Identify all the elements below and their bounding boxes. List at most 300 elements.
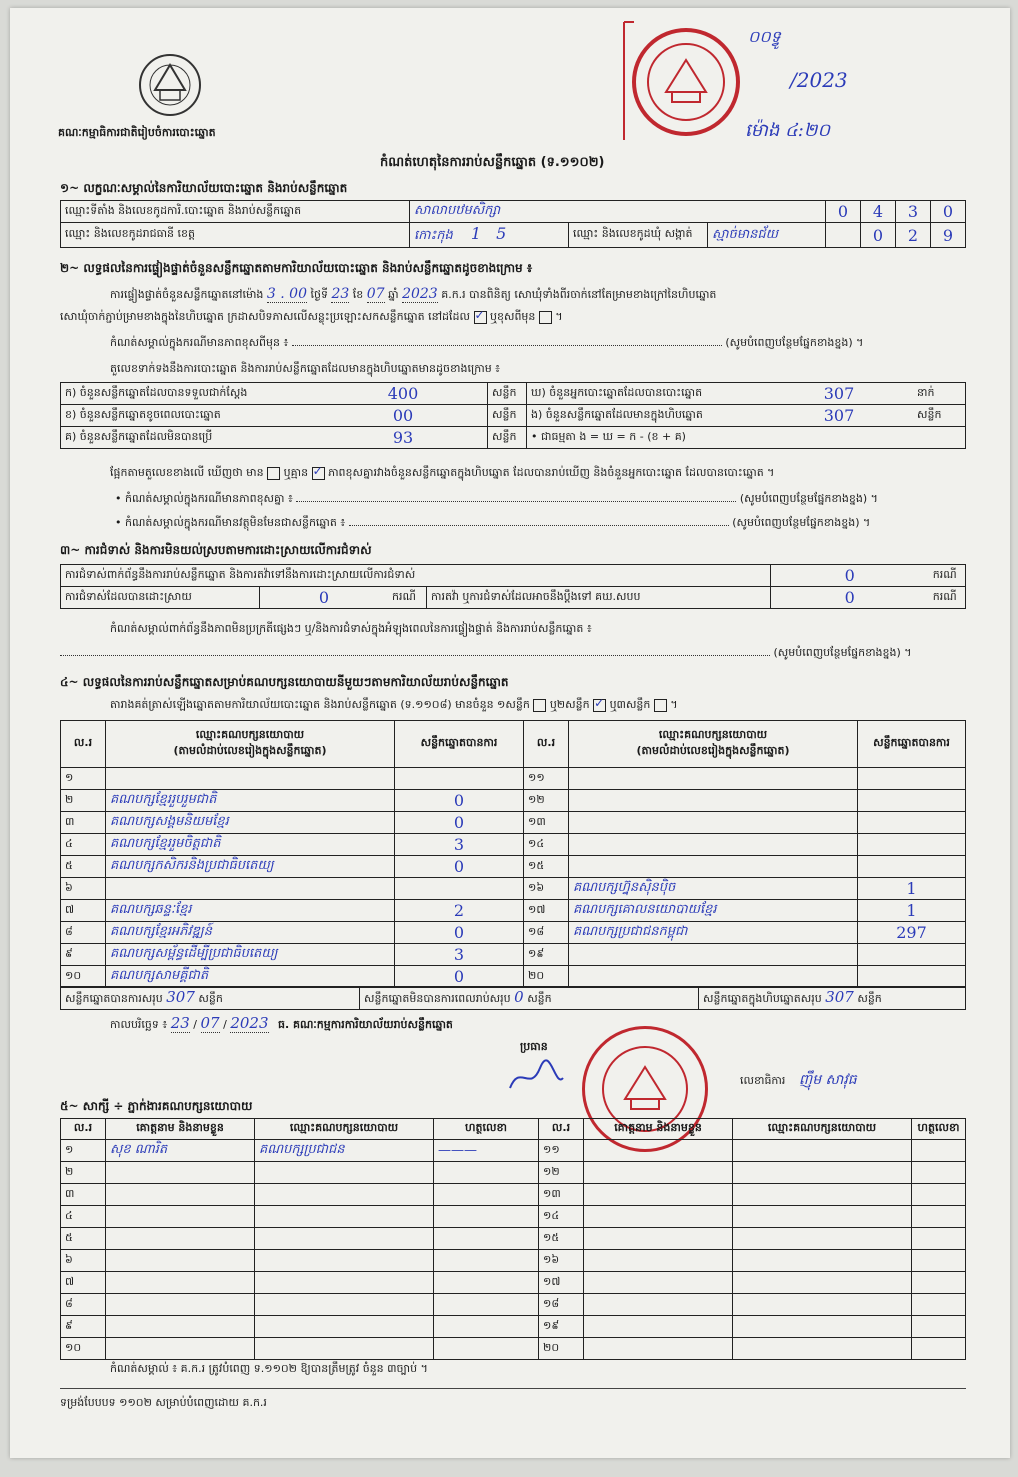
witness-col-name: គោត្តនាម និងនាមខ្លួន	[106, 1119, 255, 1140]
footer-divider	[60, 1388, 966, 1389]
appeal-unit: ករណី	[929, 587, 966, 609]
unused-unit: សន្លឹក	[488, 427, 527, 449]
form-title: កំណត់ហេតុនៃការរាប់សន្លឹកឆ្នោត (ទ.១១០២)	[380, 155, 605, 170]
results-party	[569, 944, 858, 966]
witness-name	[584, 1184, 733, 1206]
total-valid-unit: សន្លឹក	[198, 992, 223, 1005]
results-party: គណបក្សខ្មែររួមចិត្តជាតិ	[106, 834, 395, 856]
witness-no: ៦	[61, 1250, 106, 1272]
province-label-text: ឈ្មោះ និងលេខកូដរាជធានី ខេត្ត	[65, 227, 195, 240]
stamp-note-3: ម៉ោង ៤:២០	[745, 120, 831, 141]
resolved-value: 0	[260, 587, 389, 609]
witness-signature	[434, 1338, 539, 1360]
witness-row	[61, 1162, 966, 1184]
witness-no: ៩	[61, 1316, 106, 1338]
results-col-votes-2: សន្លឹកឆ្នោតបានការ	[858, 721, 966, 768]
witness-name	[584, 1140, 733, 1162]
verify-text-c: ខែ	[352, 288, 364, 301]
results-votes: 0	[395, 812, 524, 834]
figures-intro: តួលេខទាក់ទងនឹងការបោះឆ្នោត និងការរាប់សន្លឹកឆ្នោតដែលមានក្នុងហិបឆ្នោតមានដូចខាងក្រោម ៖	[110, 362, 501, 375]
witness-signature	[912, 1184, 966, 1206]
total-valid-label: សន្លឹកឆ្នោតបានការសរុប	[65, 992, 163, 1005]
results-row	[61, 922, 966, 944]
province-label	[61, 223, 410, 248]
secretary-line	[740, 1070, 857, 1091]
results-body	[61, 768, 966, 988]
witness-name	[584, 1316, 733, 1338]
results-party: គណបក្សកសិករនិងប្រជាធិបតេយ្យ	[106, 856, 395, 878]
diff-note-2-fill: (សូមបំពេញបន្ថែមផ្នែកខាងខ្នង) ។	[732, 516, 871, 529]
witness-no: ២	[61, 1162, 106, 1184]
verify-text-a: ការផ្ទៀងផ្ទាត់ចំនួនសន្លឹកឆ្នោតនៅម៉ោង	[110, 288, 264, 301]
difference-note-fill: (សូមបំពេញបន្ថែមផ្នែកខាងខ្នង) ។	[725, 336, 864, 349]
witness-signature	[912, 1272, 966, 1294]
witness-row	[61, 1228, 966, 1250]
date-label: កាលបរិច្ឆេទ ៖	[110, 1018, 168, 1031]
witness-party	[733, 1316, 912, 1338]
commune-label: ឈ្មោះ និងលេខកូដឃុំ សង្កាត់	[569, 223, 708, 248]
witness-name	[584, 1250, 733, 1272]
results-party	[569, 966, 858, 988]
witness-party	[255, 1272, 434, 1294]
location-value: សាលាបឋមសិក្សា	[410, 201, 826, 223]
witness-name	[584, 1206, 733, 1228]
results-col-party-label-2: ឈ្មោះគណបក្សនយោបាយ	[658, 728, 768, 741]
results-party: គណបក្សឆន្ទៈខ្មែរ	[106, 900, 395, 922]
results-no: ២	[61, 790, 106, 812]
witness-col-no: ល.រ	[61, 1119, 106, 1140]
results-votes: 1	[858, 878, 966, 900]
figures-table	[60, 382, 966, 449]
figures-row	[61, 427, 966, 449]
unused-label: គ) ចំនួនសន្លឹកឆ្នោតដែលមិនបានប្រើ	[61, 427, 320, 449]
results-no: ១១	[524, 768, 569, 790]
witness-signature	[912, 1294, 966, 1316]
witness-party	[733, 1250, 912, 1272]
witness-no: ១៨	[539, 1294, 584, 1316]
difference-note-field[interactable]	[292, 345, 722, 346]
results-col-party-sub-2: (តាមលំដាប់លេខរៀងក្នុងសន្លឹកឆ្នោត)	[636, 744, 790, 757]
section4-title: ៤~ លទ្ធផលនៃការរាប់សន្លឹកឆ្នោតសម្រាប់គណបក្សនយោបាយនីមួយៗតាមការិយាល័យរាប់សន្លឹកឆ្នោត	[60, 675, 509, 689]
location-code-4: 0	[931, 201, 966, 223]
province-name: កោះកុង	[414, 228, 453, 243]
difference-text-b: ឬគ្មាន	[283, 466, 309, 479]
witness-no: ៣	[61, 1184, 106, 1206]
section1-table	[60, 200, 966, 248]
commune-code-blank	[826, 223, 861, 248]
witness-row	[61, 1272, 966, 1294]
same-checkbox[interactable]	[474, 311, 487, 324]
results-no: ១០	[61, 966, 106, 988]
no-difference-checkbox[interactable]	[312, 467, 325, 480]
results-no: ៨	[61, 922, 106, 944]
results-no: ៧	[61, 900, 106, 922]
witness-signature	[434, 1184, 539, 1206]
stamp-note-2: /2023	[790, 68, 848, 92]
witness-col-sign-2: ហត្ថលេខា	[912, 1119, 966, 1140]
figures-row	[61, 405, 966, 427]
changed-checkbox[interactable]	[539, 311, 552, 324]
witness-row	[61, 1206, 966, 1228]
results-no: ១៥	[524, 856, 569, 878]
difference-note-label: កំណត់សម្គាល់ក្នុងករណីមានភាពខុសពីមុន ៖	[110, 336, 289, 349]
results-row	[61, 878, 966, 900]
witness-party	[255, 1316, 434, 1338]
results-party: គណបក្សហ្វ៊ុនស៊ិនប៉ិច	[569, 878, 858, 900]
results-row	[61, 834, 966, 856]
witness-party	[255, 1184, 434, 1206]
witness-no: ១៣	[539, 1184, 584, 1206]
province-code-1: 1	[470, 224, 482, 243]
witness-signature	[912, 1206, 966, 1228]
document-page	[10, 8, 1010, 1458]
results-party	[569, 768, 858, 790]
results-no: ៣	[61, 812, 106, 834]
witness-col-name-2: គោត្តនាម និងនាមខ្លួន	[584, 1119, 733, 1140]
witness-name	[584, 1294, 733, 1316]
chief-label: ប្រធាន	[520, 1040, 548, 1053]
irregularity-note-line	[60, 646, 970, 662]
results-col-party-2	[569, 721, 858, 768]
witness-no: ៧	[61, 1272, 106, 1294]
voters-unit: នាក់	[913, 383, 966, 405]
verify-year: 2023	[402, 286, 438, 302]
witness-no: ២០	[539, 1338, 584, 1360]
results-no: ៤	[61, 834, 106, 856]
witness-name	[106, 1338, 255, 1360]
witness-party	[255, 1228, 434, 1250]
spoiled-unit: សន្លឹក	[488, 405, 527, 427]
results-row	[61, 812, 966, 834]
two-sheets-checkbox[interactable]	[593, 699, 606, 712]
witness-party	[733, 1140, 912, 1162]
results-row	[61, 768, 966, 790]
results-party: គណបក្សសម្ព័ន្ធដើម្បីប្រជាធិបតេយ្យ	[106, 944, 395, 966]
official-seal-top	[622, 20, 742, 145]
witness-party: គណបក្សប្រជាជន	[255, 1140, 434, 1162]
results-col-no-2: ល.រ	[524, 721, 569, 768]
in-box-label: ង) ចំនួនសន្លឹកឆ្នោតដែលមានក្នុងហិបឆ្នោត	[527, 405, 766, 427]
results-no: ៦	[61, 878, 106, 900]
results-row	[61, 944, 966, 966]
diff-note-2-label: • កំណត់សម្គាល់ក្នុងករណីមានវត្ថុមិនមែនជាសន្លឹកឆ្នោត ៖	[115, 516, 346, 529]
irregularity-note: កំណត់សម្គាល់ពាក់ព័ន្ធនឹងភាពមិនប្រក្រតីផ្សេងៗ ឬ/និងការជំទាស់ក្នុងអំឡុងពេលនៃការផ្ទៀងផ្ទាត់ និងការរាប់សន្លឹកឆ្នោត ៖	[110, 622, 592, 635]
results-row	[61, 966, 966, 988]
voters-label: ឃ) ចំនួនអ្នកបោះឆ្នោតដែលបានបោះឆ្នោត	[527, 383, 766, 405]
total-valid-value: 307	[166, 988, 195, 1006]
witness-name	[106, 1316, 255, 1338]
results-votes	[858, 944, 966, 966]
sign-committee: ធ. គណៈកម្មការការិយាល័យរាប់សន្លឹកឆ្នោត	[278, 1018, 453, 1031]
witness-signature	[434, 1206, 539, 1228]
results-no: ៥	[61, 856, 106, 878]
total-valid-cell	[61, 987, 360, 1010]
witness-party	[733, 1228, 912, 1250]
results-no: ១៨	[524, 922, 569, 944]
witness-no: ១១	[539, 1140, 584, 1162]
location-code-3: 3	[896, 201, 931, 223]
results-votes: 297	[858, 922, 966, 944]
witness-party	[733, 1294, 912, 1316]
witness-no: ១៦	[539, 1250, 584, 1272]
total-box-label: សន្លឹកឆ្នោតក្នុងហិបឆ្នោតសរុប	[703, 992, 822, 1005]
irregularity-note-field[interactable]	[60, 655, 770, 656]
verification-line-2: សោឃុំចាក់ភ្ជាប់ម្រាមខាងក្នុងនៃហិបឆ្នោត ក្រដាសបិទភាសលើសន្លុះប្រឡោះសកសន្លឹកឆ្នោត នៅដដែល ✓ ឬខុសពីមុន ។	[60, 310, 970, 326]
results-votes	[858, 790, 966, 812]
one-sheet-checkbox[interactable]	[533, 699, 546, 712]
witness-row	[61, 1338, 966, 1360]
witness-signature: ———	[434, 1140, 539, 1162]
witness-row	[61, 1316, 966, 1338]
objection-value: 0	[770, 565, 929, 587]
witness-party	[255, 1338, 434, 1360]
objection-label: ការជំទាស់ពាក់ព័ន្ធនឹងការរាប់សន្លឹកឆ្នោត និងការតវ៉ាទៅនឹងការដោះស្រាយលើការជំទាស់	[61, 565, 771, 587]
total-invalid-label: សន្លឹកឆ្នោតមិនបានការពេលរាប់សរុប	[364, 992, 511, 1005]
three-sheets-checkbox[interactable]	[654, 699, 667, 712]
results-table	[60, 720, 966, 988]
tally-intro: តារាងគត់ត្រាស់ឡើងឆ្នោតតាមការិយាល័យបោះឆ្នោត និងរាប់សន្លឹកឆ្នោត (ទ.១១០៨) មានចំនួន ១សន្លឹក	[110, 698, 530, 711]
results-no: ៩	[61, 944, 106, 966]
has-difference-checkbox[interactable]	[267, 467, 280, 480]
date-day: 23	[170, 1014, 190, 1032]
results-votes	[858, 856, 966, 878]
witness-signature	[912, 1228, 966, 1250]
tally-sheet-line: តារាងគត់ត្រាស់ឡើងឆ្នោតតាមការិយាល័យបោះឆ្នោត និងរាប់សន្លឹកឆ្នោត (ទ.១១០៨) មានចំនួន ១សន្លឹក ឬ២សន្លឹក ✓ ឬ៣សន្លឹក ។	[110, 698, 970, 714]
commune-code-3: 9	[931, 223, 966, 248]
verify-text-b: ថ្ងៃទី	[310, 288, 328, 301]
results-no: ១៣	[524, 812, 569, 834]
spoiled-label: ខ) ចំនួនសន្លឹកឆ្នោតខូចពេលបោះឆ្នោត	[61, 405, 320, 427]
results-votes: 3	[395, 834, 524, 856]
stamp-note-1: ០០ទ្វូ	[748, 27, 781, 46]
section5-title: ៥~ សាក្សី ÷ ភ្នាក់ងារគណបក្សនយោបាយ	[60, 1099, 253, 1113]
witness-row	[61, 1140, 966, 1162]
section2-title: ២~ លទ្ធផលនៃការផ្ទៀងផ្ទាត់ចំនួនសន្លឹកឆ្នោតតាមការិយាល័យបោះឆ្នោត និងរាប់សន្លឹកឆ្នោតដូចខាងក្រោម ៖	[60, 261, 533, 275]
results-votes	[858, 768, 966, 790]
appeal-label: ការតវ៉ា ឬការជំទាស់ដែលអាចនឹងប្ដឹងទៅ គឃ.សបប	[427, 587, 771, 609]
tally-intro-c: ឬ៣សន្លឹក	[609, 698, 651, 711]
diff-note-1-label: • កំណត់សម្គាល់ក្នុងករណីមានភាពខុសគ្នា ៖	[115, 492, 293, 505]
witness-name: សុខ ណារិត	[106, 1140, 255, 1162]
witness-name	[106, 1162, 255, 1184]
tally-intro-b: ឬ២សន្លឹក	[549, 698, 590, 711]
witness-name	[584, 1338, 733, 1360]
date-month: 07	[200, 1014, 220, 1032]
voters-value: 307	[765, 383, 913, 405]
results-votes: 2	[395, 900, 524, 922]
witness-table	[60, 1118, 966, 1360]
witness-name	[106, 1250, 255, 1272]
results-row	[61, 900, 966, 922]
results-no: ១៤	[524, 834, 569, 856]
results-votes: 0	[395, 966, 524, 988]
witness-col-sign: ហត្ថលេខា	[434, 1119, 539, 1140]
witness-signature	[434, 1316, 539, 1338]
in-box-value: 307	[765, 405, 913, 427]
in-box-unit: សន្លឹក	[913, 405, 966, 427]
totals-table	[60, 986, 966, 1010]
verify-text-p2: សោឃុំចាក់ភ្ជាប់ម្រាមខាងក្នុងនៃហិបឆ្នោត ក្រដាសបិទភាសលើសន្លុះប្រឡោះសកសន្លឹកឆ្នោត នៅដដែល	[60, 310, 470, 323]
verification-line-1	[110, 286, 970, 304]
results-no: ១	[61, 768, 106, 790]
results-party	[569, 856, 858, 878]
unused-value: 93	[319, 427, 488, 449]
results-votes	[858, 812, 966, 834]
verify-day: 23	[331, 286, 350, 302]
signing-date-line: កាលបរិច្ឆេទ ៖ 23 / 07 / 2023 ធ. គណៈកម្មការការិយាល័យរាប់សន្លឹកឆ្នោត	[110, 1014, 453, 1032]
received-label: ក) ចំនួនសន្លឹកឆ្នោតដែលបានទទួលជាក់ស្ដែង	[61, 383, 320, 405]
total-invalid-cell	[360, 987, 699, 1010]
witness-no: ១៧	[539, 1272, 584, 1294]
witness-col-party-2: ឈ្មោះគណបក្សនយោបាយ	[733, 1119, 912, 1140]
province-value	[410, 223, 569, 248]
results-party: គណបក្សខ្មែរអភិវឌ្ឍន៍	[106, 922, 395, 944]
results-votes: 1	[858, 900, 966, 922]
witness-no: ១៩	[539, 1316, 584, 1338]
diff-note-2-field[interactable]	[349, 525, 729, 526]
results-votes	[858, 834, 966, 856]
difference-text-c: ភាពខុសគ្នារវាងចំនួនសន្លឹកឆ្នោតក្នុងហិបឆ្នោត ដែលបានរាប់ឃើញ និងចំនួនអ្នកបោះឆ្នោត ដែលបានបោះឆ្នោត ។	[328, 466, 775, 479]
location-code-1: 0	[826, 201, 861, 223]
witness-no: ១៤	[539, 1206, 584, 1228]
witness-signature	[434, 1250, 539, 1272]
witness-row	[61, 1184, 966, 1206]
witness-signature	[912, 1250, 966, 1272]
results-votes: 0	[395, 790, 524, 812]
irregularity-note-fill: (សូមបំពេញបន្ថែមផ្នែកខាងខ្នង) ។	[773, 646, 912, 659]
witness-name	[106, 1184, 255, 1206]
witness-party	[733, 1184, 912, 1206]
results-no: ១៩	[524, 944, 569, 966]
results-col-party	[106, 721, 395, 768]
closing-note: កំណត់សម្គាល់ ៖ គ.ក.រ ត្រូវបំពេញ ទ.១១០២ ឱ្យបានត្រឹមត្រូវ ចំនួន ៣ច្បាប់ ។	[110, 1362, 428, 1375]
witness-party	[255, 1206, 434, 1228]
witness-no: ១៥	[539, 1228, 584, 1250]
total-box-value: 307	[825, 988, 854, 1006]
results-party	[106, 768, 395, 790]
results-row	[61, 790, 966, 812]
figures-row	[61, 383, 966, 405]
results-col-party-label: ឈ្មោះគណបក្សនយោបាយ	[195, 728, 305, 741]
verify-text-d: ឆ្នាំ	[388, 288, 399, 301]
witness-signature	[434, 1162, 539, 1184]
witness-party	[733, 1206, 912, 1228]
results-votes: 0	[395, 922, 524, 944]
secretary-name: ញ៉ឹម សាវុធ	[798, 1072, 857, 1088]
difference-text-a: ផ្អែកតាមតួលេខខាងលើ ឃើញថា មាន	[110, 466, 264, 479]
witness-no: ១០	[61, 1338, 106, 1360]
witness-row	[61, 1250, 966, 1272]
results-col-no: ល.រ	[61, 721, 106, 768]
results-party: គណបក្សគោលនយោបាយខ្មែរ	[569, 900, 858, 922]
results-party: គណបក្សសង្គមនិយមខ្មែរ	[106, 812, 395, 834]
witness-signature	[434, 1294, 539, 1316]
received-unit: សន្លឹក	[488, 383, 527, 405]
diff-note-bullet-2	[115, 516, 970, 532]
received-value: 400	[319, 383, 488, 405]
total-invalid-unit: សន្លឹក	[527, 992, 552, 1005]
diff-note-bullet-1	[115, 492, 970, 508]
results-votes: 3	[395, 944, 524, 966]
total-invalid-value: 0	[514, 988, 524, 1006]
appeal-value: 0	[770, 587, 929, 609]
results-votes	[395, 768, 524, 790]
location-label: ឈ្មោះទីតាំង និងលេខកូដការិ.បោះឆ្នោត និងរាប់សន្លឹកឆ្នោត	[61, 201, 410, 223]
results-party	[569, 812, 858, 834]
date-year: 2023	[230, 1014, 269, 1032]
section3-title: ៣~ ការជំទាស់ និងការមិនយល់ស្របតាមការដោះស្រាយលើការជំទាស់	[60, 543, 372, 557]
witness-no: ១២	[539, 1162, 584, 1184]
province-code-2: 5	[496, 224, 507, 243]
total-box-cell	[699, 987, 966, 1010]
location-code-2: 4	[861, 201, 896, 223]
witness-party	[733, 1162, 912, 1184]
witness-col-no-2: ល.រ	[539, 1119, 584, 1140]
changed-label: ឬខុសពីមុន	[490, 310, 536, 323]
results-no: ១៧	[524, 900, 569, 922]
objections-table	[60, 564, 966, 609]
witness-party	[255, 1294, 434, 1316]
section1-title: ១~ លក្ខណៈសម្គាល់នៃការិយាល័យបោះឆ្នោត និងរាប់សន្លឹកឆ្នោត	[60, 181, 348, 195]
committee-name: គណៈកម្មាធិការជាតិរៀបចំការបោះឆ្នោត	[58, 126, 216, 139]
resolved-label: ការជំទាស់ដែលបានដោះស្រាយ	[61, 587, 260, 609]
witness-signature	[912, 1316, 966, 1338]
secretary-label: លេខាធិការ	[740, 1074, 786, 1087]
results-votes	[395, 878, 524, 900]
commune-code-2: 2	[896, 223, 931, 248]
witness-signature	[434, 1272, 539, 1294]
results-party: គណបក្សខ្មែររួបរួមជាតិ	[106, 790, 395, 812]
resolved-unit: ករណី	[388, 587, 427, 609]
results-party: គណបក្សសាមគ្គីជាតិ	[106, 966, 395, 988]
verify-time: 3 . 00	[266, 286, 307, 302]
witness-signature	[912, 1162, 966, 1184]
witness-name	[584, 1272, 733, 1294]
footer-text: ទម្រង់បែបបទ ១១០២ សម្រាប់បំពេញដោយ គ.ក.រ	[60, 1396, 267, 1409]
chief-signature	[505, 1058, 565, 1098]
results-col-party-sub: (តាមលំដាប់លេខរៀងក្នុងសន្លឹកឆ្នោត)	[173, 744, 327, 757]
witness-no: ៨	[61, 1294, 106, 1316]
witness-party	[733, 1272, 912, 1294]
results-no: ២០	[524, 966, 569, 988]
witness-signature	[912, 1140, 966, 1162]
diff-note-1-fill: (សូមបំពេញបន្ថែមផ្នែកខាងខ្នង) ។	[739, 492, 878, 505]
results-party	[569, 790, 858, 812]
witness-body	[61, 1140, 966, 1360]
witness-name	[584, 1228, 733, 1250]
diff-note-1-field[interactable]	[296, 501, 736, 502]
results-party	[106, 878, 395, 900]
commune-value: ស្មាច់មានជ័យ	[708, 223, 826, 248]
results-no: ១២	[524, 790, 569, 812]
commune-code-1: 0	[861, 223, 896, 248]
results-votes	[858, 966, 966, 988]
results-party: គណបក្សប្រជាជនកម្ពុជា	[569, 922, 858, 944]
spoiled-value: 00	[319, 405, 488, 427]
difference-line	[110, 466, 970, 482]
witness-col-party: ឈ្មោះគណបក្សនយោបាយ	[255, 1119, 434, 1140]
witness-no: ៤	[61, 1206, 106, 1228]
results-no: ១៦	[524, 878, 569, 900]
witness-party	[733, 1338, 912, 1360]
verify-text-e: គ.ក.រ បានពិនិត្យ សោឃុំទាំងពីរចាក់នៅតែម្រាមខាងក្រៅនៃហិបឆ្នោត	[441, 288, 717, 301]
nec-logo	[135, 50, 205, 120]
witness-signature	[434, 1228, 539, 1250]
results-votes: 0	[395, 856, 524, 878]
objection-unit: ករណី	[929, 565, 966, 587]
results-row	[61, 856, 966, 878]
total-box-unit: សន្លឹក	[857, 992, 882, 1005]
